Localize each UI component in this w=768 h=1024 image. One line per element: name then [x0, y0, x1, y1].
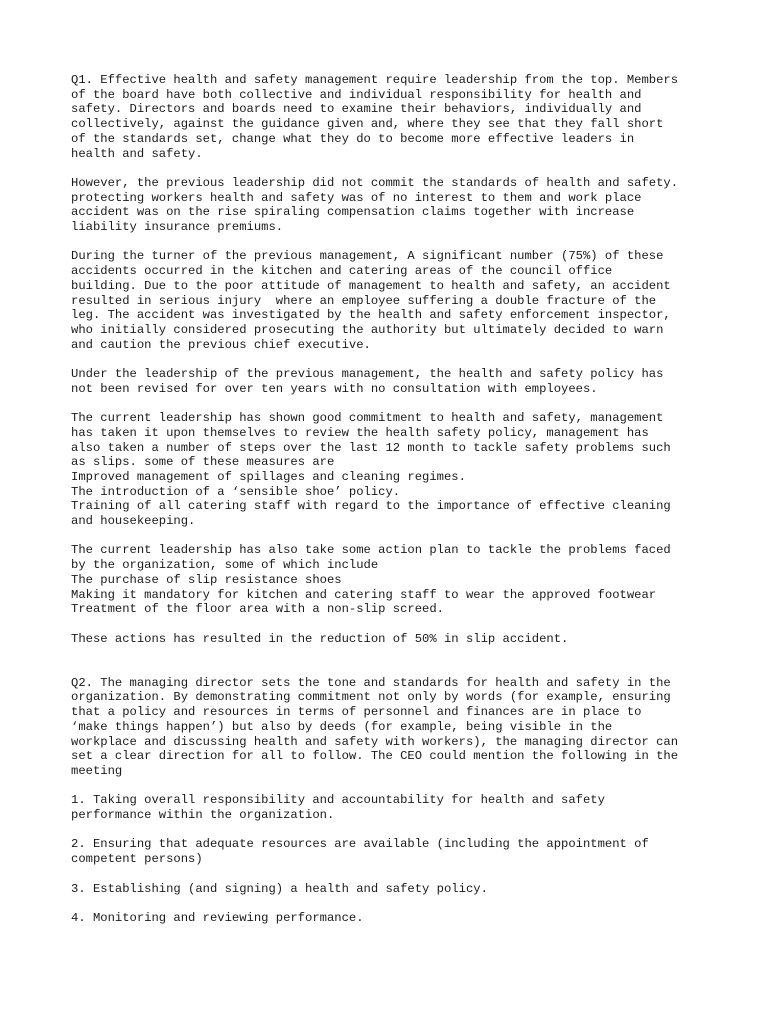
text-line: These actions has resulted in the reduction of 50% in slip accident.: [71, 631, 569, 646]
text-line: of the standards set, change what they do to become more effective leaders in: [71, 131, 635, 146]
text-line: and housekeeping.: [71, 514, 196, 529]
text-line: and caution the previous chief executive.: [71, 337, 371, 352]
document-body: [71, 73, 711, 940]
text-line: The current leadership has shown good commitment to health and safety, management: [71, 411, 664, 426]
text-line: by the organization, some of which include: [71, 558, 379, 573]
paragraph-results: [71, 632, 711, 647]
text-line: During the turner of the previous management, A significant number (75%) of these: [71, 249, 664, 264]
text-line: 4. Monitoring and reviewing performance.: [71, 910, 364, 925]
text-line: accidents occurred in the kitchen and catering areas of the council office: [71, 264, 613, 279]
text-line: set a clear direction for all to follow. The CEO could mention the following in the: [71, 749, 679, 764]
text-line: However, the previous leadership did not commit the standards of health and safety.: [71, 175, 679, 190]
text-line: accident was on the rise spiraling compensation claims together with increase: [71, 205, 635, 220]
list-item-1: [71, 793, 711, 822]
text-line: liability insurance premiums.: [71, 220, 284, 235]
text-line: who initially considered prosecuting the authority but ultimately decided to warn: [71, 322, 664, 337]
text-line: Q1. Effective health and safety management require leadership from the top. Members: [71, 73, 679, 87]
text-line: 3. Establishing (and signing) a health and safety policy.: [71, 881, 488, 896]
paragraph-accidents: [71, 249, 711, 352]
text-line: Under the leadership of the previous management, the health and safety policy has: [71, 367, 664, 382]
text-line: organization. By demonstrating commitment not only by words (for example, ensuring: [71, 690, 671, 705]
text-line: 1. Taking overall responsibility and accountability for health and safety: [71, 793, 605, 808]
text-line: Q2. The managing director sets the tone and standards for health and safety in the: [71, 675, 671, 690]
text-line: of the board have both collective and individual responsibility for health and: [71, 87, 642, 102]
paragraph-q2-intro: [71, 676, 711, 779]
text-line: workplace and discussing health and safety with workers), the managing director can: [71, 734, 679, 749]
text-line: safety. Directors and boards need to examine their behaviors, individually and: [71, 102, 642, 117]
action-item: The purchase of slip resistance shoes: [71, 572, 342, 587]
text-line: health and safety.: [71, 146, 203, 161]
text-line: has taken it upon themselves to review the health safety policy, management has: [71, 425, 649, 440]
text-line: leg. The accident was investigated by the health and safety enforcement inspector,: [71, 308, 671, 323]
text-line: resulted in serious injury where an employee suffering a double fracture of the: [71, 293, 657, 308]
text-line: that a policy and resources in terms of personnel and finances are in place to: [71, 705, 642, 720]
paragraph-policy-not-revised: [71, 367, 711, 396]
text-line: competent persons): [71, 852, 203, 867]
measure-item: Training of all catering staff with regard to the importance of effective cleaning: [71, 499, 671, 514]
paragraph-current-leadership: [71, 411, 711, 529]
text-line: as slips. some of these measures are: [71, 455, 335, 470]
text-line: The current leadership has also take some action plan to tackle the problems faced: [71, 543, 671, 558]
text-line: 2. Ensuring that adequate resources are available (including the appointment of: [71, 837, 649, 852]
list-item-2: [71, 837, 711, 866]
text-line: meeting: [71, 763, 123, 778]
measure-item: Improved management of spillages and cleaning regimes.: [71, 469, 466, 484]
text-line: not been revised for over ten years with no consultation with employees.: [71, 381, 598, 396]
text-line: performance within the organization.: [71, 808, 335, 823]
text-line: building. Due to the poor attitude of management to health and safety, an accident: [71, 278, 671, 293]
list-item-3: [71, 882, 711, 897]
paragraph-previous-leadership: [71, 176, 711, 235]
list-item-4: [71, 911, 711, 926]
measure-item: The introduction of a ‘sensible shoe’ policy.: [71, 484, 401, 499]
text-line: also taken a number of steps over the last 12 month to tackle safety problems such: [71, 440, 671, 455]
paragraph-q1-intro: [71, 73, 711, 161]
action-item: Treatment of the floor area with a non-slip screed.: [71, 602, 444, 617]
text-line: ‘make things happen’) but also by deeds (for example, being visible in the: [71, 719, 613, 734]
action-item: Making it mandatory for kitchen and catering staff to wear the approved footwear: [71, 587, 657, 602]
text-line: collectively, against the guidance given and, where they see that they fall short: [71, 117, 664, 132]
text-line: protecting workers health and safety was of no interest to them and work place: [71, 190, 642, 205]
paragraph-action-plan: [71, 543, 711, 617]
